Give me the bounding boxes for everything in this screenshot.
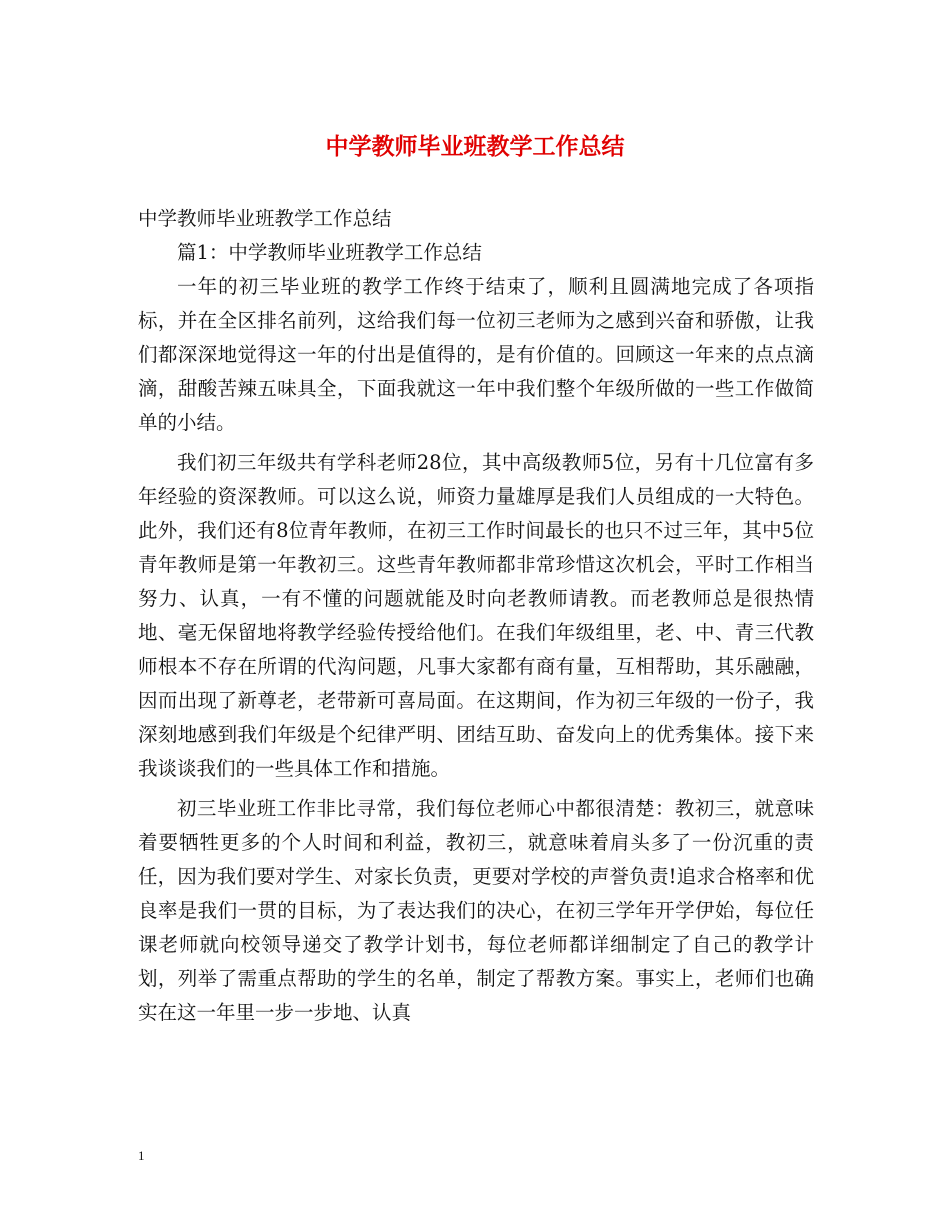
document-subtitle: 中学教师毕业班教学工作总结: [138, 207, 392, 230]
paragraph: 一年的初三毕业班的教学工作终于结束了，顺利且圆满地完成了各项指标，并在全区排名前列，这给我们每一位初三老师为之感到兴奋和骄傲，让我们都深深地觉得这一年的付出是值得的，是有价值的。回顾这一年来的点点滴滴，甜酸苦辣五味具全，下面我就这一年中我们整个年级所做的一些工作做简单的小结。: [138, 275, 814, 434]
page-number: 1: [138, 1148, 145, 1163]
paragraph: 初三毕业班工作非比寻常，我们每位老师心中都很清楚：教初三，就意味着要牺牲更多的个人时间和利益，教初三，就意味着肩头多了一份沉重的责任，因为我们要对学生、对家长负责，更要对学校的声誉负责!追求合格率和优良率是我们一贯的目标，为了表达我们的决心，在初三学年开学伊始，每位任课老师就向校领导递交了教学计划书，每位老师都详细制定了自己的教学计划，列举了需重点帮助的学生的名单，制定了帮教方案。事实上，老师们也确实在这一年里一步一步地、认真: [138, 797, 814, 1024]
document-body: [138, 202, 814, 1036]
document-title: 中学教师毕业班教学工作总结: [325, 133, 625, 160]
paragraph: 我们初三年级共有学科老师28位，其中高级教师5位，另有十几位富有多年经验的资深教师。可以这么说，师资力量雄厚是我们人员组成的一大特色。此外，我们还有8位青年教师，在初三工作时间最长的也只不过三年，其中5位青年教师是第一年教初三。这些青年教师都非常珍惜这次机会，平时工作相当努力、认真，一有不懂的问题就能及时向老教师请教。而老教师总是很热情地、毫无保留地将教学经验传授给他们。在我们年级组里，老、中、青三代教师根本不存在所谓的代沟问题，凡事大家都有商有量，互相帮助，其乐融融，因而出现了新尊老，老带新可喜局面。在这期间，作为初三年级的一份子，我深刻地感到我们年级是个纪律严明、团结互助、奋发向上的优秀集体。接下来我谈谈我们的一些具体工作和措施。: [138, 451, 814, 780]
section-heading: 篇1：中学教师毕业班教学工作总结: [177, 241, 482, 264]
